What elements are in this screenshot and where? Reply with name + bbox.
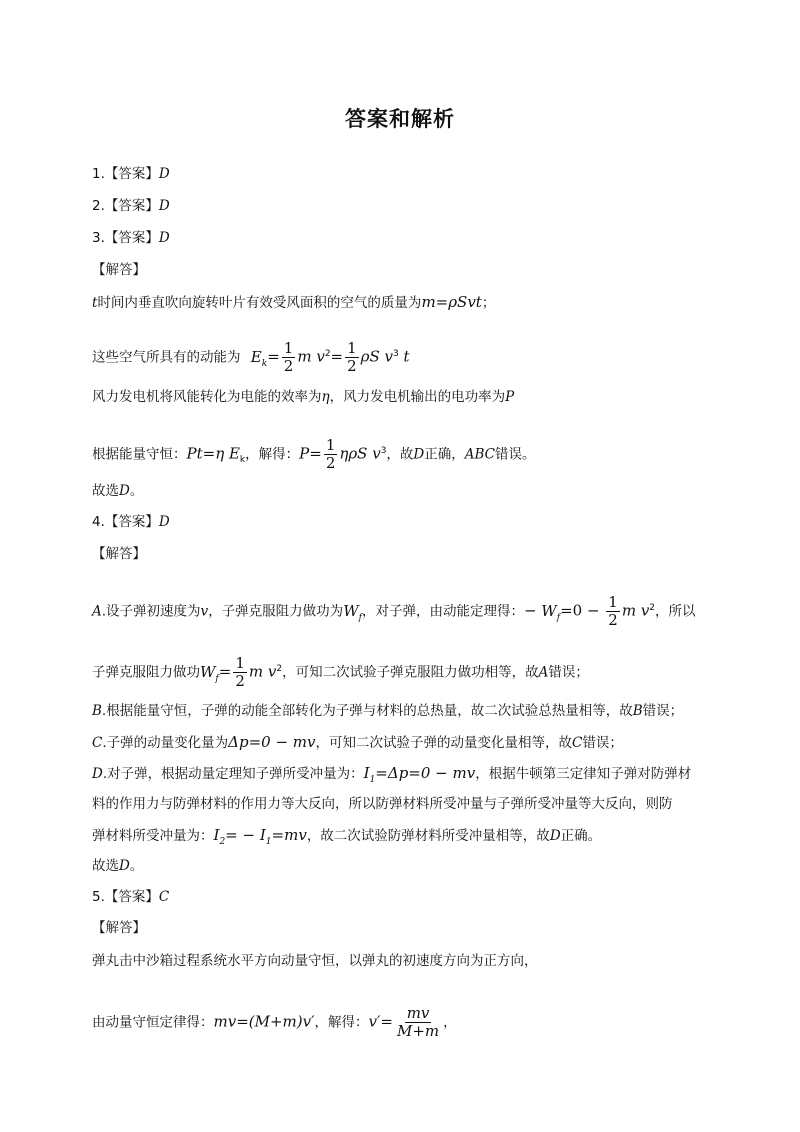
q5-line-1: 弹丸击中沙箱过程系统水平方向动量守恒，以弹丸的初速度方向为正方向，: [92, 953, 538, 969]
answer-3: 3.【答案】D: [92, 230, 170, 246]
q4-line-2: 子弹克服阻力做功$W_f=$ $\frac{1}{2}$ m $v^2$，可知二次试验子弹克服阻力做功相等，故A错误；: [92, 654, 589, 690]
solution-label-4: 【解答】: [92, 546, 146, 562]
q5-line-2: 由动量守恒定律得：mv=(M+m)v′，解得：v′= $\frac{mv}{M+m}$ ，: [92, 1004, 457, 1040]
page-title: 答案和解析: [345, 107, 455, 131]
q4-line-7: 弹材料所受冲量为：$I_2= - I_1=mv$，故二次试验防弹材料所受冲量相等，故D正确。: [92, 826, 602, 847]
answer-5: 5.【答案】C: [92, 889, 170, 905]
q4-line-3: B.根据能量守恒，子弹的动能全部转化为子弹与材料的总热量，故二次试验总热量相等，故B错误；: [92, 703, 684, 719]
q3-line-2: 这些空气所具有的动能为 $E_k=$ $\frac{1}{2}$ m $v^2=$ $\frac{1}{2}$ ρS $v^3$ t: [92, 339, 410, 375]
answer-4: 4.【答案】D: [92, 514, 170, 530]
q4-line-4: C.子弹的动量变化量为Δp=0 − mv，可知二次试验子弹的动量变化量相等，故C错误；: [92, 733, 623, 751]
q4-line-5: D.对子弹，根据动量定理知子弹所受冲量为：$I_1=\Delta p=0$ − mv，根据牛顿第三定律知子弹对防弹材: [92, 764, 692, 785]
q3-line-1: t时间内垂直吹向旋转叶片有效受风面积的空气的质量为m=ρSvt；: [92, 293, 496, 311]
answer-2: 2.【答案】D: [92, 198, 170, 214]
q4-line-8: 故选D。: [92, 858, 144, 874]
q4-line-6: 料的作用力与防弹材料的作用力等大反向，所以防弹材料所受冲量与子弹所受冲量等大反向，则防: [92, 796, 673, 812]
q3-line-5: 故选D。: [92, 483, 144, 499]
q4-line-1: A.设子弹初速度为v，子弹克服阻力做功为$W_f$，对子弹，由动能定理得：− $W_f=0$ − $\frac{1}{2}$ m $v^2$，所以: [92, 593, 696, 629]
answer-1: 1.【答案】D: [92, 166, 170, 182]
q3-line-3: 风力发电机将风能转化为电能的效率为η，风力发电机输出的电功率为P: [92, 389, 515, 405]
q3-line-4: 根据能量守恒：Pt=η $E_k$，解得：P= $\frac{1}{2}$ ηρS $v^3$，故D正确，ABC错误。: [92, 436, 536, 472]
solution-label-5: 【解答】: [92, 920, 146, 936]
solution-label-3: 【解答】: [92, 262, 146, 278]
